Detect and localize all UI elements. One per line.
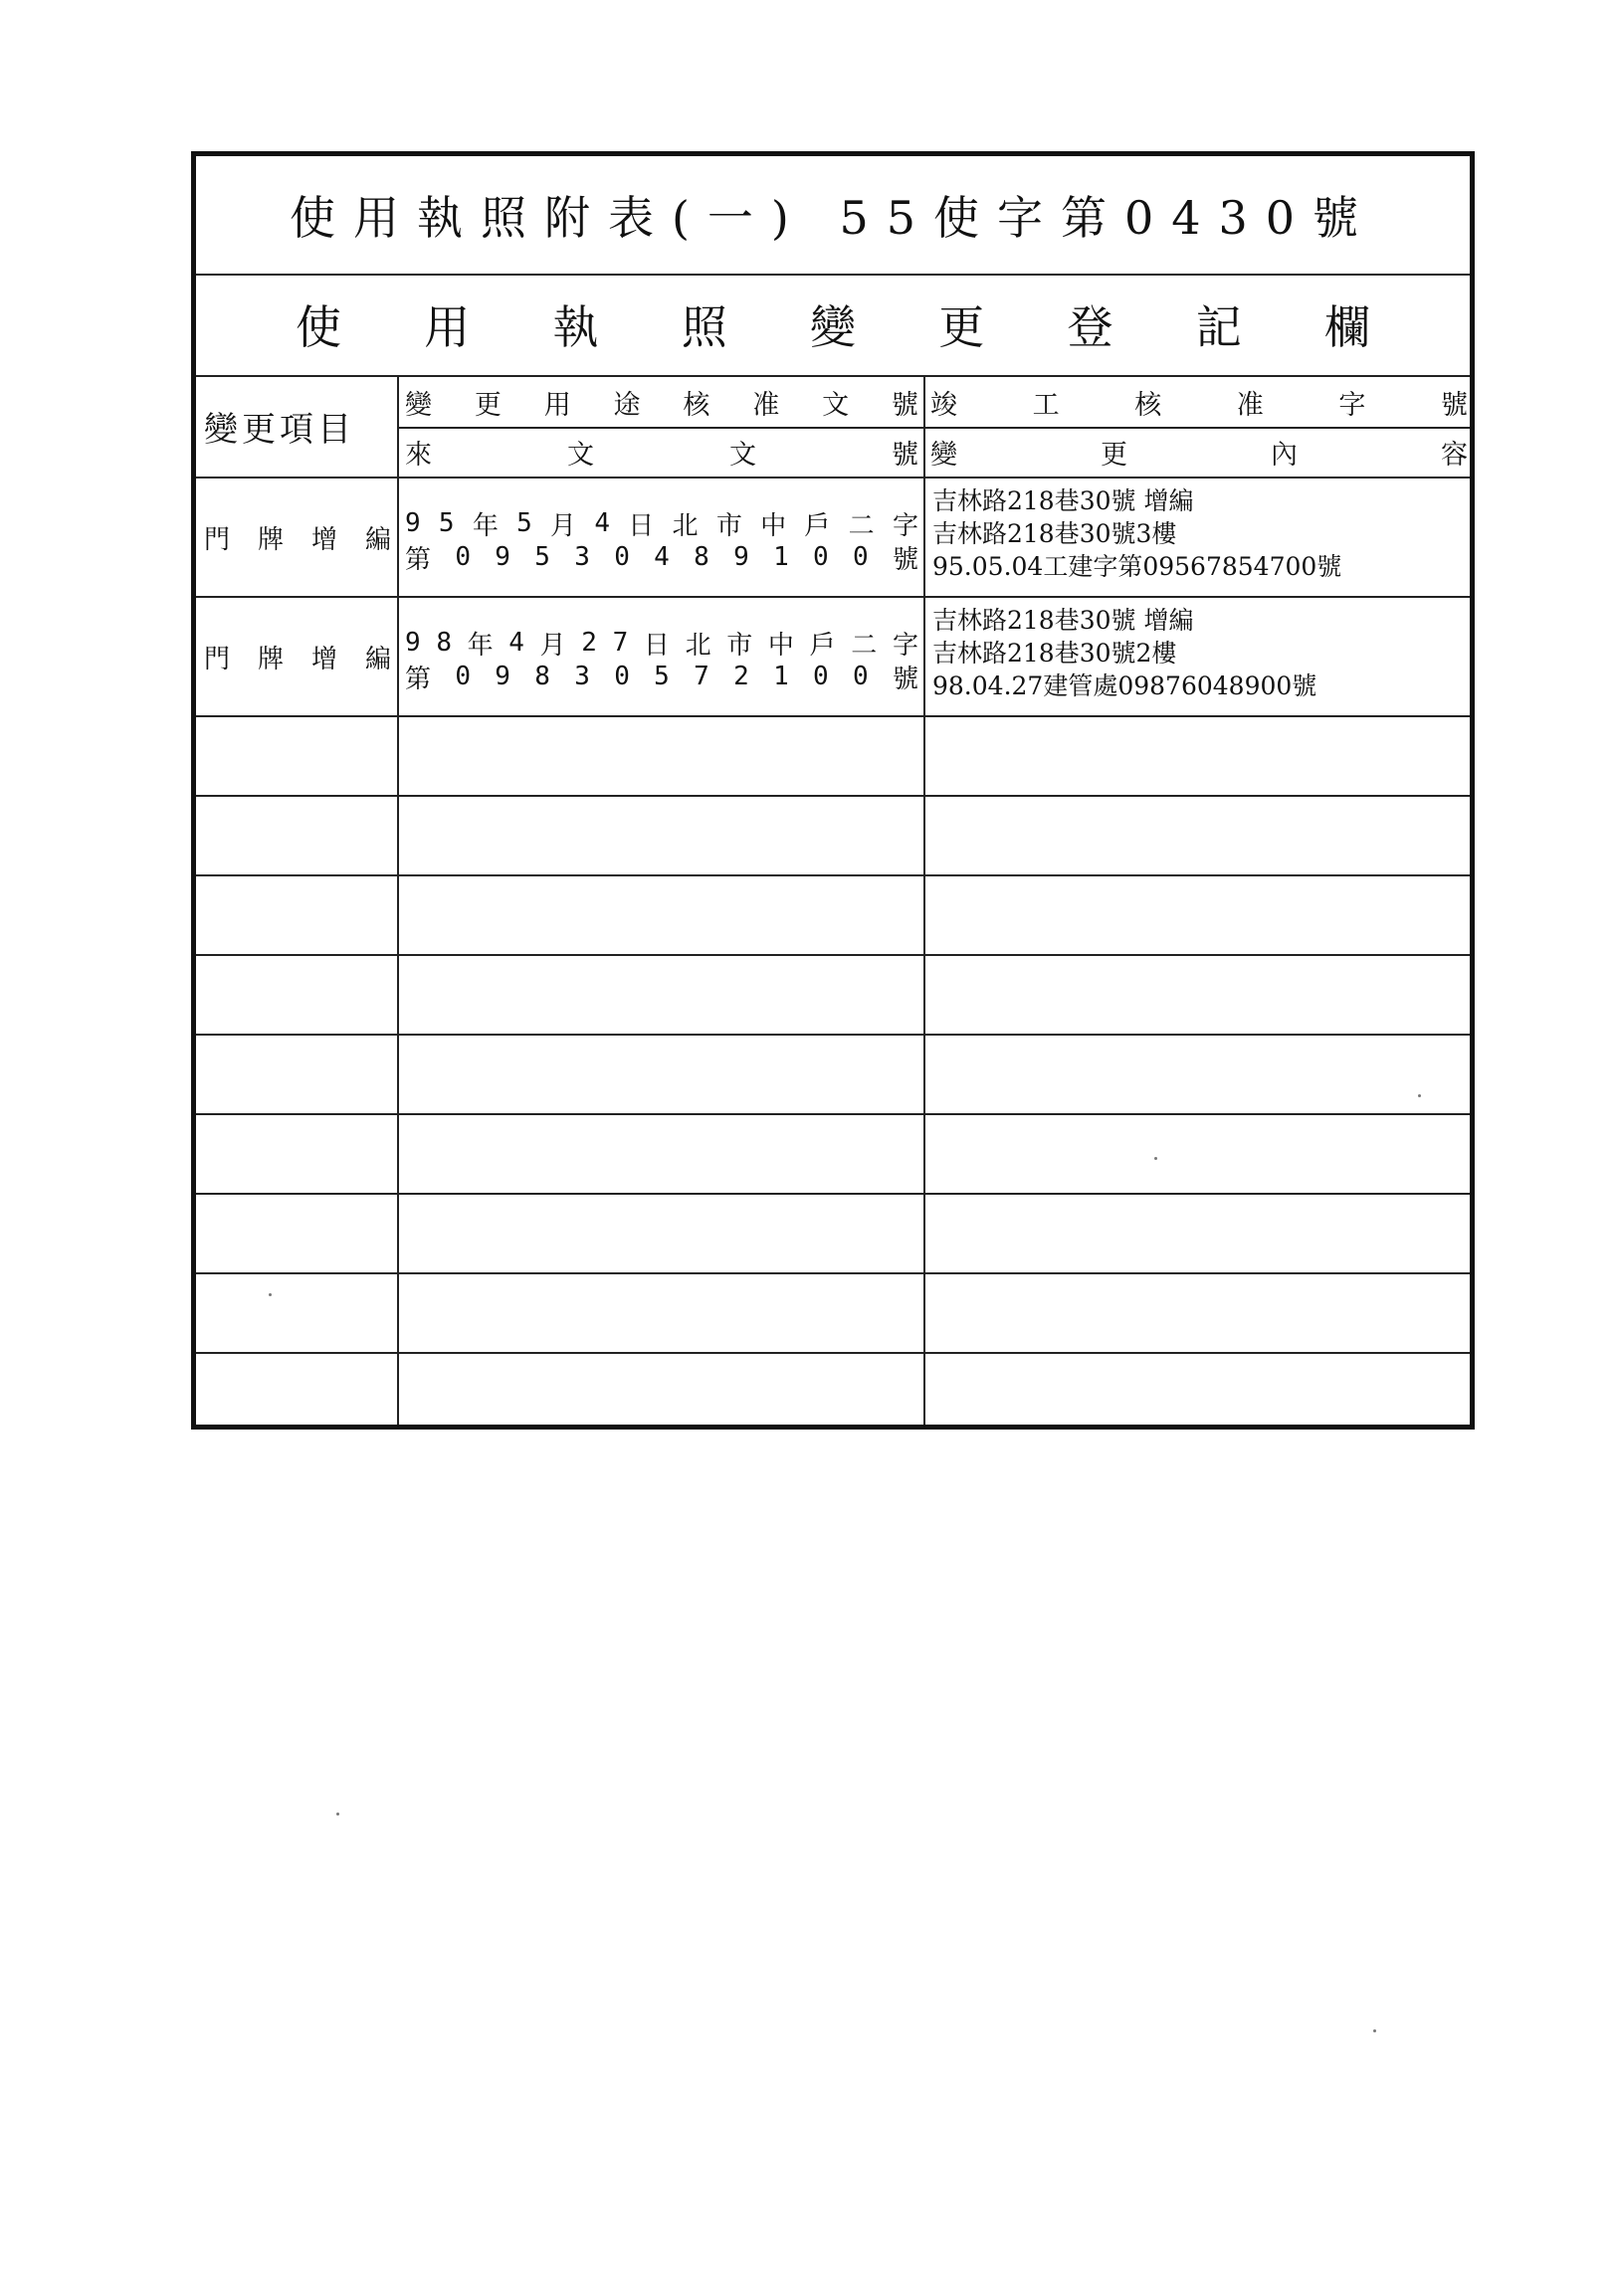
header-char: 號 bbox=[1440, 389, 1468, 421]
content-line: 吉林路218巷30號 增編 bbox=[932, 606, 1194, 635]
doc-char: 0 bbox=[614, 542, 630, 572]
subtitle-char: 登 bbox=[1067, 300, 1113, 354]
content-line: 98.04.27建管處09876048900號 bbox=[932, 671, 1317, 700]
divider-empty-row bbox=[196, 874, 1470, 876]
doc-char: 8 bbox=[534, 662, 550, 691]
item-char: 編 bbox=[364, 524, 391, 555]
header-char: 文 bbox=[822, 389, 850, 421]
divider-empty-row bbox=[196, 795, 1470, 797]
doc-char: 7 bbox=[612, 628, 629, 658]
item-char: 牌 bbox=[257, 644, 284, 674]
divider-header-inner bbox=[397, 427, 1470, 429]
header-char: 更 bbox=[474, 389, 502, 421]
doc-char: 0 bbox=[455, 662, 471, 691]
scan-speck bbox=[336, 1813, 339, 1816]
header-char: 號 bbox=[891, 389, 918, 421]
header-char: 容 bbox=[1441, 439, 1468, 471]
doc-char: 戶 bbox=[809, 630, 836, 660]
item-char: 編 bbox=[364, 644, 391, 674]
doc-char: 4 bbox=[508, 628, 524, 658]
doc-char: 戶 bbox=[804, 510, 831, 540]
doc-char: 5 bbox=[534, 542, 550, 572]
item-char: 增 bbox=[310, 644, 337, 674]
row1-doc-line1 bbox=[405, 506, 918, 540]
doc-char: 1 bbox=[773, 662, 789, 691]
doc-char: 0 bbox=[455, 542, 471, 572]
doc-char: 字 bbox=[892, 510, 918, 540]
doc-char: 市 bbox=[726, 630, 753, 660]
doc-char: 0 bbox=[813, 542, 829, 572]
header-char: 文 bbox=[729, 439, 756, 471]
row2-change-item bbox=[204, 598, 391, 715]
row2-doc-line1 bbox=[405, 626, 918, 660]
col-divider-1 bbox=[397, 375, 399, 1425]
item-char: 門 bbox=[204, 524, 231, 555]
header-char: 更 bbox=[1101, 439, 1127, 471]
header-char: 准 bbox=[1236, 389, 1264, 421]
scan-speck bbox=[269, 1293, 272, 1296]
doc-char: 北 bbox=[672, 510, 699, 540]
doc-char: 2 bbox=[733, 662, 749, 691]
doc-char: 2 bbox=[581, 628, 597, 658]
content-line: 吉林路218巷30號3樓 bbox=[932, 519, 1177, 548]
doc-char: 1 bbox=[773, 542, 789, 572]
content-line: 吉林路218巷30號 增編 bbox=[932, 486, 1194, 515]
item-char: 門 bbox=[204, 644, 231, 674]
header-change-content bbox=[930, 429, 1468, 475]
header-char: 用 bbox=[543, 389, 571, 421]
divider-row-2 bbox=[196, 715, 1470, 717]
header-char: 變 bbox=[930, 439, 957, 471]
content-line: 95.05.04工建字第09567854700號 bbox=[932, 552, 1342, 581]
divider-empty-row bbox=[196, 1113, 1470, 1115]
header-char: 來 bbox=[405, 439, 432, 471]
subtitle-char: 欄 bbox=[1324, 300, 1370, 354]
header-approval-doc-no bbox=[405, 377, 918, 427]
doc-char: 0 bbox=[813, 662, 829, 691]
doc-char: 5 bbox=[438, 508, 455, 538]
doc-char: 年 bbox=[467, 630, 494, 660]
divider-empty-row bbox=[196, 1352, 1470, 1354]
doc-char: 中 bbox=[767, 630, 794, 660]
scan-speck bbox=[1373, 2029, 1376, 2032]
subtitle-char: 用 bbox=[424, 300, 471, 354]
header-char: 核 bbox=[1134, 389, 1162, 421]
row2-change-content bbox=[932, 604, 1470, 715]
row1-change-content bbox=[932, 484, 1470, 596]
doc-char: 二 bbox=[848, 510, 875, 540]
doc-char: 5 bbox=[654, 662, 670, 691]
doc-char: 第 bbox=[405, 664, 432, 693]
doc-char: 二 bbox=[851, 630, 878, 660]
doc-char: 9 bbox=[495, 662, 510, 691]
doc-char: 字 bbox=[892, 630, 918, 660]
divider-empty-row bbox=[196, 1272, 1470, 1274]
doc-char: 3 bbox=[574, 662, 590, 691]
doc-char: 0 bbox=[853, 662, 869, 691]
doc-char: 4 bbox=[594, 508, 610, 538]
doc-char: 7 bbox=[694, 662, 709, 691]
header-char: 核 bbox=[683, 389, 710, 421]
header-char: 工 bbox=[1032, 389, 1060, 421]
row1-change-item bbox=[204, 478, 391, 596]
doc-char: 8 bbox=[436, 628, 452, 658]
subtitle-char: 執 bbox=[552, 300, 599, 354]
doc-char: 0 bbox=[853, 542, 869, 572]
doc-char: 中 bbox=[760, 510, 787, 540]
doc-char: 4 bbox=[654, 542, 670, 572]
doc-char: 日 bbox=[643, 630, 670, 660]
doc-char: 號 bbox=[892, 664, 918, 693]
header-char: 號 bbox=[892, 439, 918, 471]
header-char: 內 bbox=[1271, 439, 1298, 471]
header-char: 變 bbox=[405, 389, 432, 421]
header-char: 准 bbox=[752, 389, 780, 421]
subtitle-char: 使 bbox=[296, 300, 341, 354]
header-incoming-doc-no bbox=[405, 429, 918, 475]
header-char: 字 bbox=[1338, 389, 1366, 421]
col-divider-2 bbox=[923, 375, 925, 1425]
doc-char: 8 bbox=[694, 542, 709, 572]
doc-char: 9 bbox=[495, 542, 510, 572]
content-line: 吉林路218巷30號2樓 bbox=[932, 639, 1177, 668]
doc-char: 9 bbox=[405, 628, 421, 658]
doc-char: 3 bbox=[574, 542, 590, 572]
doc-char: 9 bbox=[733, 542, 749, 572]
subtitle-char: 更 bbox=[938, 300, 985, 354]
doc-char: 號 bbox=[892, 544, 918, 574]
license-change-form bbox=[191, 151, 1475, 1430]
divider-empty-row bbox=[196, 1034, 1470, 1036]
header-char: 文 bbox=[567, 439, 594, 471]
scan-speck bbox=[1154, 1157, 1157, 1160]
row1-doc-line2 bbox=[405, 540, 918, 574]
doc-char: 市 bbox=[715, 510, 742, 540]
doc-char: 第 bbox=[405, 544, 432, 574]
doc-char: 9 bbox=[405, 508, 421, 538]
item-char: 牌 bbox=[257, 524, 284, 555]
item-char: 增 bbox=[310, 524, 337, 555]
divider-empty-row bbox=[196, 954, 1470, 956]
scan-speck bbox=[1418, 1094, 1421, 1097]
header-char: 途 bbox=[613, 389, 641, 421]
header-completion-approval-no bbox=[930, 377, 1468, 427]
form-title bbox=[196, 156, 1470, 274]
doc-char: 5 bbox=[516, 508, 532, 538]
doc-char: 月 bbox=[550, 510, 577, 540]
divider-empty-row bbox=[196, 1193, 1470, 1195]
header-char: 竣 bbox=[930, 389, 957, 421]
header-change-item: 變更項目 bbox=[204, 409, 355, 450]
subtitle-char: 照 bbox=[681, 300, 727, 354]
doc-char: 0 bbox=[614, 662, 630, 691]
doc-char: 北 bbox=[685, 630, 711, 660]
row2-doc-line2 bbox=[405, 660, 918, 693]
form-subtitle bbox=[296, 276, 1370, 373]
subtitle-char: 變 bbox=[810, 300, 856, 354]
doc-char: 年 bbox=[472, 510, 499, 540]
subtitle-char: 記 bbox=[1195, 300, 1242, 354]
doc-char: 月 bbox=[539, 630, 566, 660]
doc-char: 日 bbox=[628, 510, 655, 540]
form-title-text: 使用執照附表(一) 55使字第0430號 bbox=[289, 191, 1377, 245]
